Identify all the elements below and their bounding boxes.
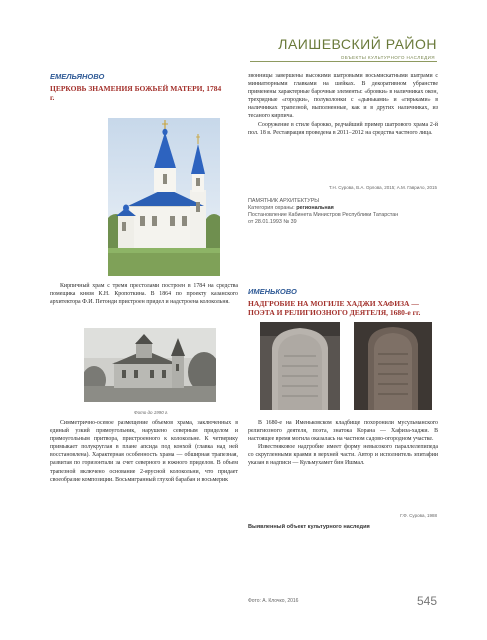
section-title: ЛАИШЕВСКИЙ РАЙОН: [278, 36, 437, 52]
tombstone-description-paragraph: Известняковое надгробие имеет форму невысокого параллелепипеда со скругленными краями в верхней части. Автор и исполнитель эпитафии указан в надписи — Кульмухамет бин Ишмал.: [248, 444, 438, 467]
tombstone-text: [248, 419, 438, 468]
photo-credit: Фото: А. Клочко, 2016: [248, 598, 299, 604]
article-heading-church: ЦЕРКОВЬ ЗНАМЕНИЯ БОЖЬЕЙ МАТЕРИ, 1784 г.: [50, 84, 222, 102]
monument-label: ПАМЯТНИК АРХИТЕКТУРЫ: [248, 198, 320, 204]
tombstone-credit: Г.Ф. Сурова, 1988: [400, 513, 437, 518]
author-credit: Т.Н. Сурова, В.А. Орлова, 2015; А.М. Гаврило, 2015: [329, 185, 437, 190]
place-name-emelyanovo: ЕМЕЛЬЯНОВО: [50, 72, 105, 81]
church-history-text: [50, 282, 238, 306]
church-color-photo: [108, 118, 220, 276]
section-subtitle: ОБЪЕКТЫ КУЛЬТУРНОГО НАСЛЕДИЯ: [340, 55, 435, 60]
church-description-right: [248, 72, 438, 137]
category-value: региональная: [296, 205, 334, 211]
church-history-paragraph: Кирпичный храм с тремя престолами построен в 1784 на средства помещика князя К.Н. Кропоткина. В 1864 по проекту казанского архитектора Ф.И. Петонди пристроен придел и надстроена колокольня.: [50, 283, 238, 306]
decree-text: Постановление Кабинета Министров Республики Татарстан: [248, 212, 399, 218]
monument-info: [248, 198, 448, 226]
church-description-continued: звонницы завершены высокими шатровыми восьмискатными шатрами с миниатюрными главками на шейках. В декоративном убранстве применены характерные барочные элементы: «бровки» в наличниках окон, трехрядные «городки», полуколонки с «дыньками» и «гирьками» в наличниках трапезной, выполненные, как и в других наличниках, из тесаного кирпича.: [248, 73, 438, 120]
header-divider: [250, 61, 437, 62]
archive-photo-caption: Фото до 1990 г.: [134, 410, 169, 415]
church-architecture-text: [50, 419, 238, 484]
tombstone-history-paragraph: В 1680-е на Именьковском кладбище похоронили мусульманского религиозного деятеля, поэта, знатока Корана — Хафиза-хаджи. В настоящее время могила оказалась на частном садово-огородном участке.: [248, 420, 438, 443]
church-archive-photo: [84, 328, 216, 402]
place-name-imenkovo: ИМЕНЬКОВО: [248, 287, 297, 296]
tombstone-photo-left: [260, 322, 340, 410]
article-heading-tombstone: НАДГРОБИЕ НА МОГИЛЕ ХАДЖИ ХАФИЗА — ПОЭТА И РЕЛИГИОЗНОГО ДЕЯТЕЛЯ, 1680-е гг.: [248, 299, 421, 317]
tombstone-photo-right: [354, 322, 432, 410]
category-label: Категория охраны:: [248, 205, 295, 211]
heritage-status: Выявленный объект культурного наследия: [248, 524, 370, 530]
decree-date: от 28.01.1993 № 39: [248, 219, 297, 225]
protection-category: [248, 205, 448, 212]
page-number: 545: [416, 594, 437, 608]
church-architecture-paragraph: Симметрично-осевое размещение объемов храма, заключенных в единый узкий прямоугольник, нарушено северным приделом и прямоугольным притвора, пристроенного к колокольне. К четверику примыкает полукруглая в плане апсида под конхой (главка над ней восстановлена). Характерная особенность храма — обширная трапезная, развитая по горизонтали за счет северного и южного приделов. В объем трапезной включено основание 2-ярусной колокольни, что придает своеобразие композиции. Восьмигранный глухой барабан и восьмерик: [50, 420, 238, 483]
church-description-summary: Сооружение в стиле барокко, редчайший пример шатрового храма 2-й пол. 18 в. Реставрация проведена в 2011−2012 на средства частного лица.: [248, 121, 438, 136]
